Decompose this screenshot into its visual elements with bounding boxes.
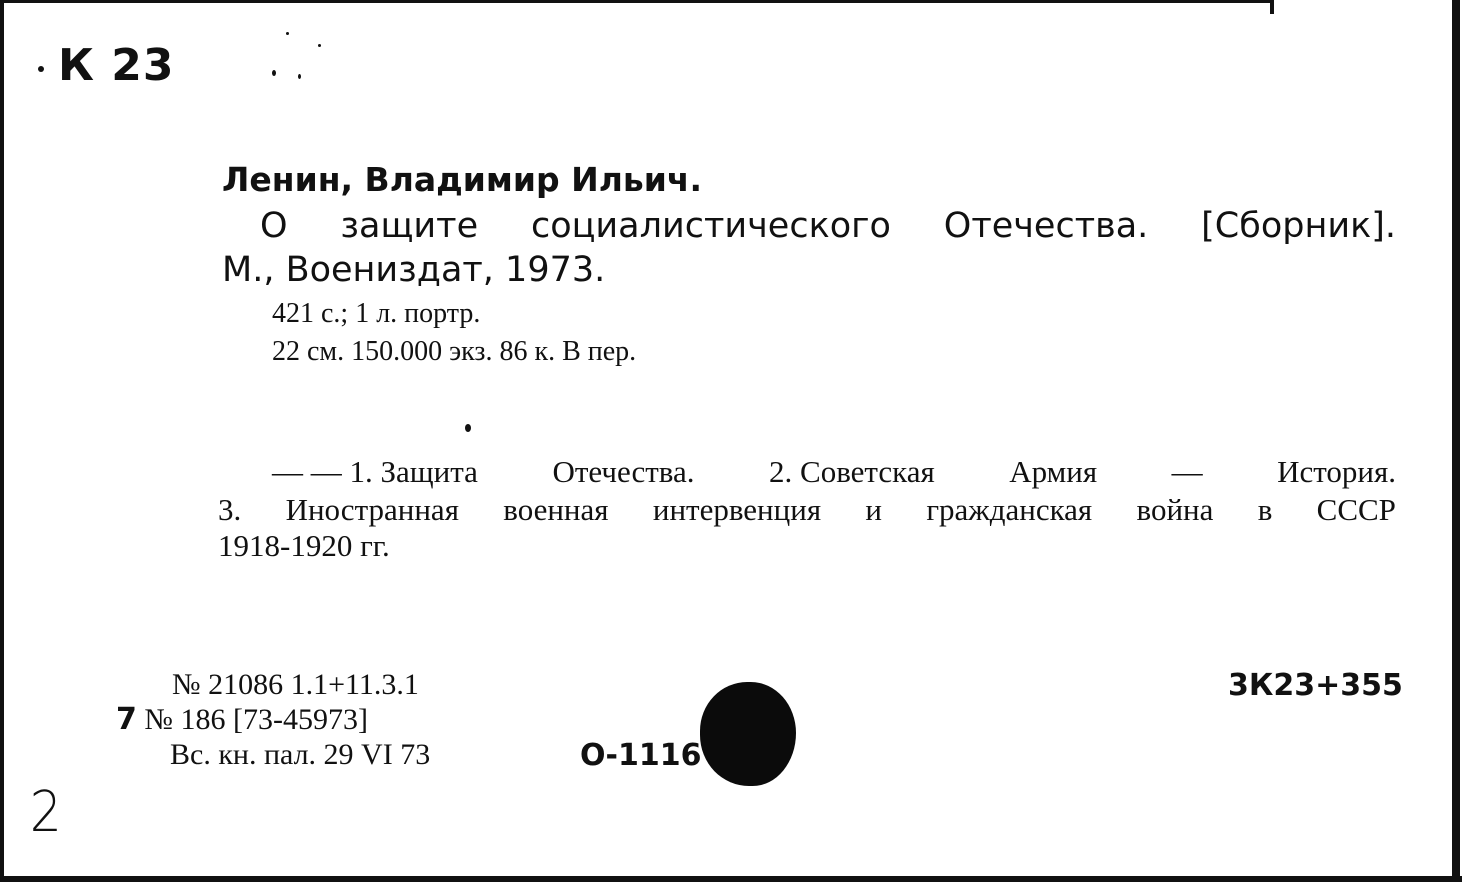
seven-mark: 7: [116, 702, 137, 737]
subject-word: гражданская: [926, 492, 1093, 527]
card-bottom-edge: [0, 876, 1462, 882]
subject-word: военная: [503, 492, 609, 527]
subject-word: — — 1. Защита: [272, 454, 478, 489]
subject-word: История.: [1277, 454, 1396, 489]
subject-word: 3.: [218, 492, 242, 527]
speck: [318, 44, 321, 47]
title-word: О: [260, 206, 288, 246]
speck: [272, 70, 276, 76]
subject-word: интервенция: [652, 492, 822, 527]
chamber-stamp: Вс. кн. пал. 29 VI 73: [170, 738, 431, 771]
subject-word: Отечества.: [552, 454, 695, 489]
record-number-2: [116, 702, 368, 737]
dot-mark: [465, 424, 471, 432]
classification-code: 3К23+355: [1228, 668, 1403, 703]
physical-description-2: 22 см. 150.000 экз. 86 к. В пер.: [272, 336, 637, 367]
title-word: Отечества.: [943, 206, 1149, 246]
record-number: № 21086 1.1+11.3.1: [172, 668, 419, 701]
subject-word: 2. Советская: [769, 454, 935, 489]
title-word: [Сборник].: [1201, 206, 1396, 246]
subjects-line-2: [218, 492, 1396, 528]
order-code: О-1116: [580, 738, 702, 773]
subjects-line-3: 1918-1920 гг.: [218, 528, 390, 563]
card-top-step: [1270, 0, 1274, 14]
punch-hole: [700, 682, 796, 786]
title-line-1: [260, 206, 1396, 246]
subjects-line-1: [272, 454, 1396, 490]
subject-word: —: [1171, 454, 1203, 489]
handwritten-mark: 2: [29, 780, 62, 845]
title-word: социалистического: [530, 206, 891, 246]
subject-word: СССР: [1316, 492, 1396, 527]
card-right-edge: [1452, 0, 1460, 882]
shelf-mark: К 23: [58, 40, 175, 91]
subject-word: Армия: [1009, 454, 1098, 489]
physical-description-1: 421 с.; 1 л. портр.: [272, 298, 481, 329]
subject-word: и: [865, 492, 882, 527]
speck: [38, 66, 44, 72]
speck: [298, 74, 301, 79]
author-heading: Ленин, Владимир Ильич.: [222, 160, 703, 199]
card-left-edge: [0, 0, 4, 882]
record-number-2-text: № 186 [73-45973]: [144, 703, 368, 736]
card-top-edge: [0, 0, 1274, 3]
imprint-line: М., Воениздат, 1973.: [222, 250, 606, 290]
subject-word: война: [1136, 492, 1214, 527]
subject-word: в: [1257, 492, 1273, 527]
subject-word: Иностранная: [285, 492, 459, 527]
title-word: защите: [340, 206, 479, 246]
speck: [286, 32, 289, 35]
